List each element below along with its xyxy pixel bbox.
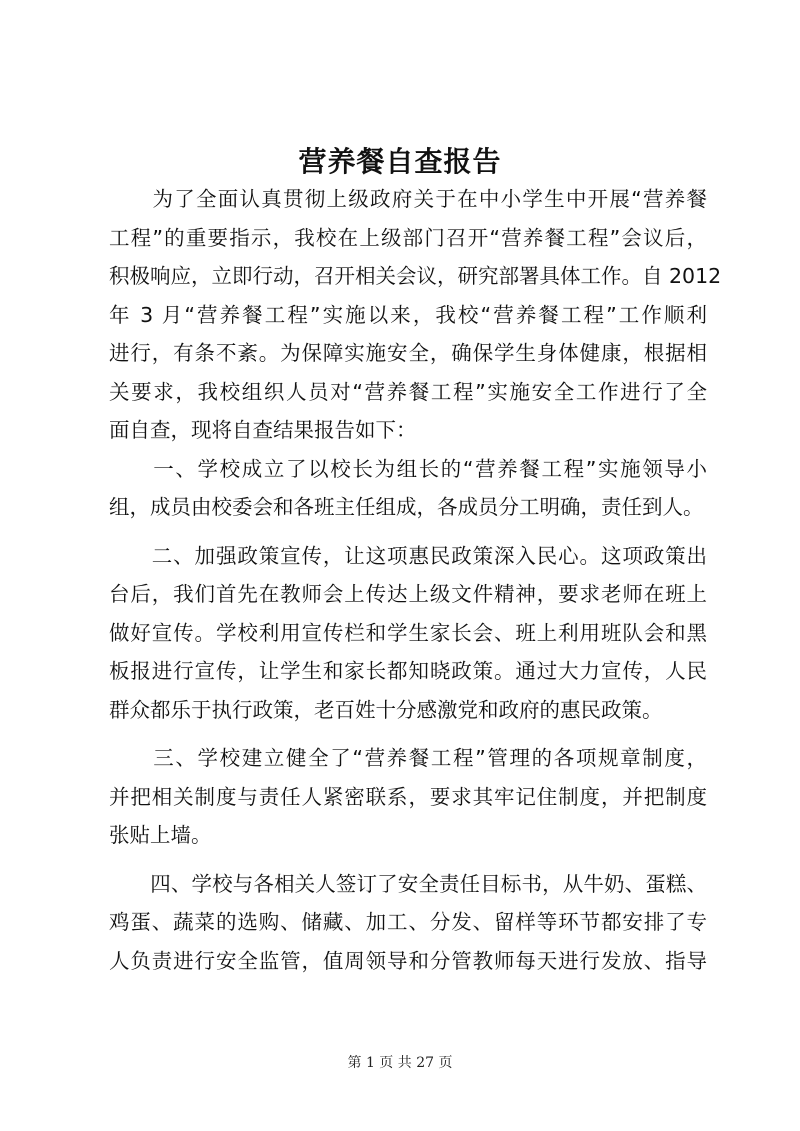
page-number-footer: 第 1 页 共 27 页 <box>347 1055 453 1071</box>
body-line: 一、学校成立了以校长为组长的“营养餐工程”实施领导小 <box>109 456 707 481</box>
paragraph-gap <box>109 855 707 865</box>
body-line: 鸡蛋、蔬菜的选购、储藏、加工、分发、留样等环节都安排了专 <box>109 910 707 934</box>
body-line: 台后，我们首先在教师会上传达上级文件精神，要求老师在班上 <box>109 582 707 606</box>
body-line: 四、学校与各相关人签订了安全责任目标书，从牛奶、蛋糕、 <box>109 871 707 896</box>
body-line: 组，成员由校委会和各班主任组成，各成员分工明确，责任到人。 <box>109 495 704 519</box>
body-line: 人负责进行安全监管，值周领导和分管教师每天进行发放、指导 <box>109 948 707 973</box>
document-title: 营养餐自查报告 <box>298 145 502 178</box>
body-line: 做好宣传。学校利用宣传栏和学生家长会、班上利用班队会和黑 <box>109 620 707 645</box>
body-line: 关要求，我校组织人员对“营养餐工程”实施安全工作进行了全 <box>109 379 707 404</box>
body-line: 张贴上墙。 <box>109 823 212 847</box>
body-line: 面自查，现将自查结果报告如下： <box>109 418 417 442</box>
paragraph-gap <box>109 527 707 537</box>
document-body <box>109 180 722 980</box>
body-line: 积极响应，立即行动，召开相关会议，研究部署具体工作。自 2012 <box>109 264 722 288</box>
paragraph-gap <box>109 729 707 739</box>
body-line: 为了全面认真贯彻上级政府关于在中小学生中开展“营养餐 <box>109 187 707 211</box>
body-line: 进行，有条不紊。为保障实施安全，确保学生身体健康，根据相 <box>109 341 707 365</box>
body-line: 板报进行宣传，让学生和家长都知晓政策。通过大力宣传，人民 <box>109 659 707 683</box>
body-line: 二、加强政策宣传，让这项惠民政策深入民心。这项政策出 <box>109 543 707 568</box>
body-line: 年 3 月“营养餐工程”实施以来，我校“营养餐工程”工作顺利 <box>109 302 707 327</box>
body-line: 群众都乐于执行政策，老百姓十分感激党和政府的惠民政策。 <box>109 697 663 722</box>
body-line: 工程”的重要指示，我校在上级部门召开“营养餐工程”会议后， <box>109 225 707 250</box>
body-line: 三、学校建立健全了“营养餐工程”管理的各项规章制度， <box>109 746 707 770</box>
body-line: 并把相关制度与责任人紧密联系，要求其牢记住制度，并把制度 <box>109 784 707 809</box>
